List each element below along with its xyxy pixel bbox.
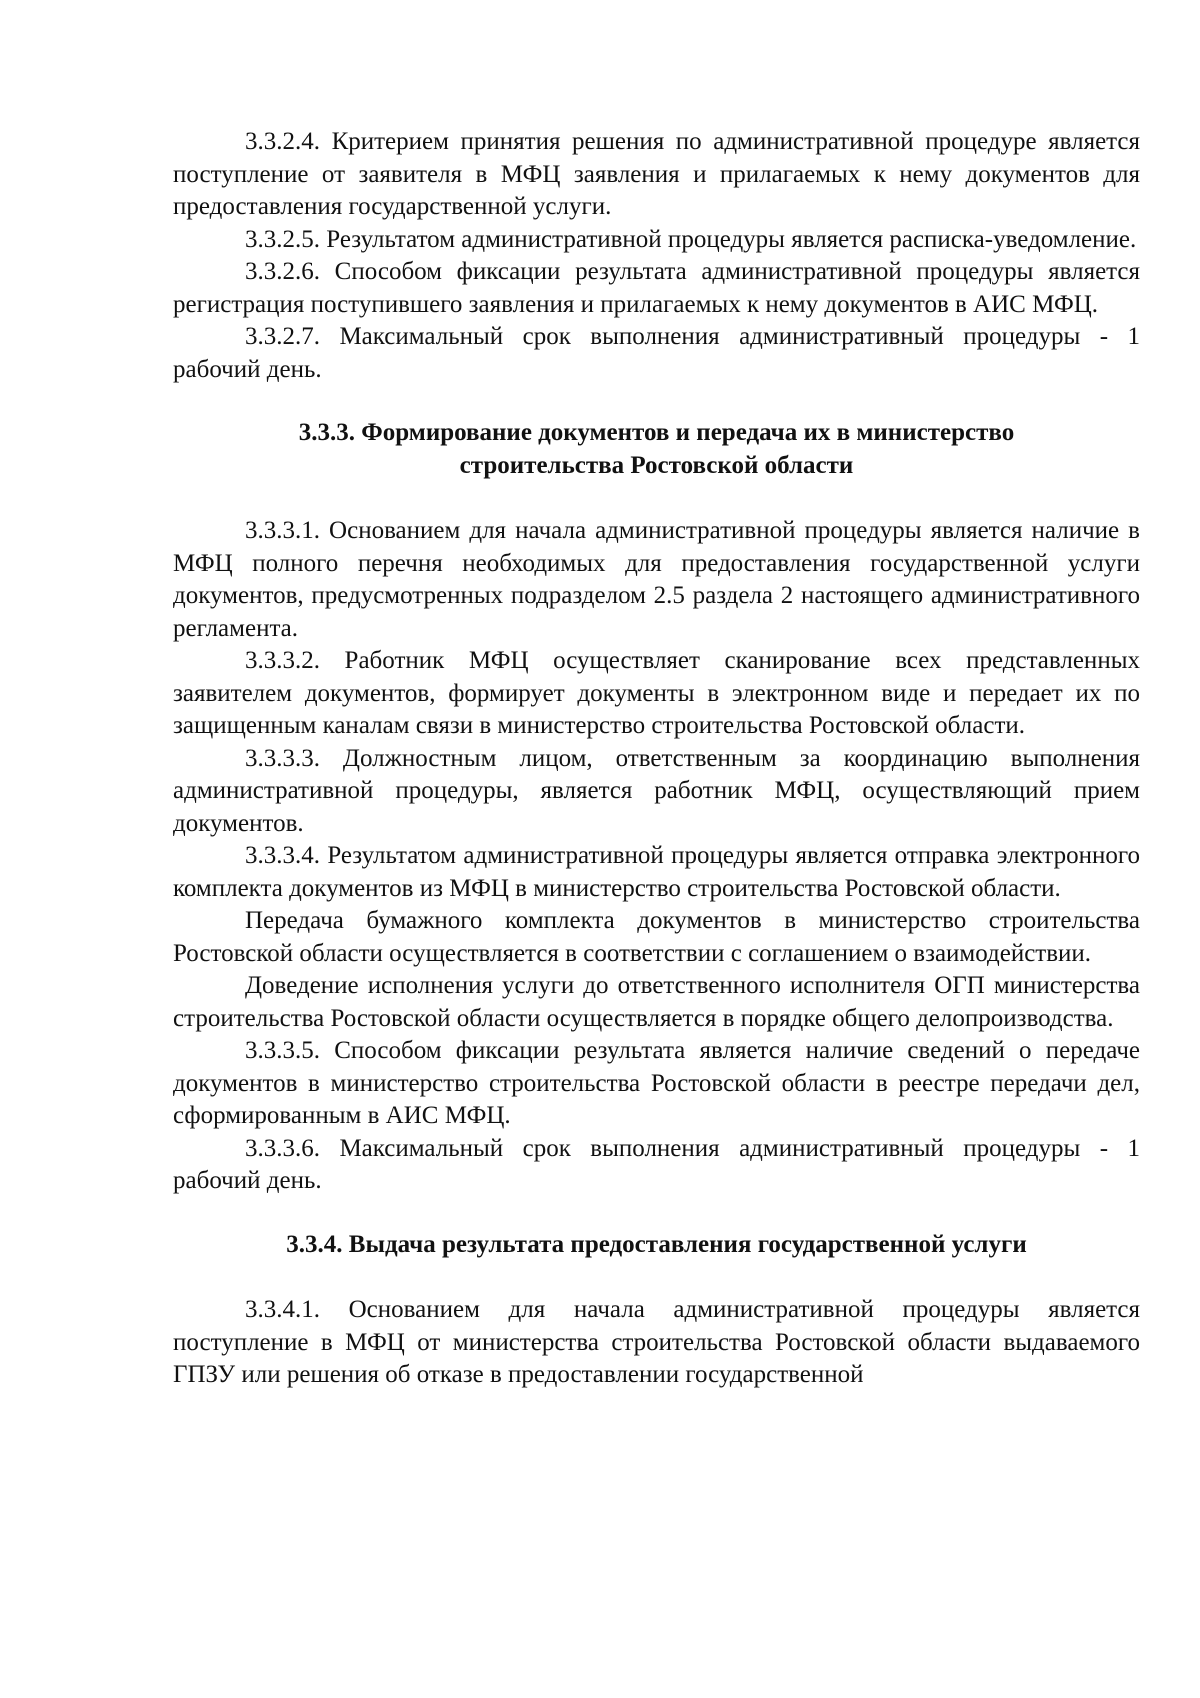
paragraph-3-3-3-5: 3.3.3.5. Способом фиксации результата является наличие сведений о передаче документов в министерство строительства Ростовской области в реестре передачи дел, сформированным в АИС МФЦ. [173,1037,1140,1129]
paragraph-3-3-4-1: 3.3.4.1. Основанием для начала административной процедуры является поступление в МФЦ от министерства строительства Ростовской области выдаваемого ГПЗУ или решения об отказе в предоставлении государственной [173,1296,1140,1388]
paragraph-paper-transfer: Передача бумажного комплекта документов в министерство строительства Ростовской области осуществляется в соответствии с соглашением о взаимодействии. [173,907,1140,967]
paragraph-3-3-3-6: 3.3.3.6. Максимальный срок выполнения административный процедуры - 1 рабочий день. [173,1134,1140,1194]
paragraph-3-3-2-7: 3.3.2.7. Максимальный срок выполнения административный процедуры - 1 рабочий день. [173,323,1140,383]
paragraph-3-3-2-4: 3.3.2.4. Критерием принятия решения по административной процедуре является поступление от заявителя в МФЦ заявления и прилагаемых к нему документов для предоставления государственной услуги. [173,128,1140,220]
section-3-3-4-body [173,1294,1140,1392]
paragraph-3-3-3-4: 3.3.3.4. Результатом административной процедуры является отправка электронного комплекта документов из МФЦ в министерство строительства Ростовской области. [173,842,1140,902]
paragraph-3-3-2-6: 3.3.2.6. Способом фиксации результата административной процедуры является регистрация поступившего заявления и прилагаемых к нему документов в АИС МФЦ. [173,258,1140,318]
section-3-3-3-body [173,515,1140,1198]
paragraph-3-3-3-3: 3.3.3.3. Должностным лицом, ответственным за координацию выполнения административной процедуры, является работник МФЦ, осуществляющий прием документов. [173,744,1140,837]
document-page [173,126,1140,1392]
heading-3-3-4: 3.3.4. Выдача результата предоставления государственной услуги [286,1230,1027,1258]
heading-3-3-3-line-1: 3.3.3. Формирование документов и передача их в министерство [298,419,1015,446]
paragraph-delivery-to-executor: Доведение исполнения услуги до ответственного исполнителя ОГП министерства строительства Ростовской области осуществляется в порядке общего делопроизводства. [173,972,1140,1032]
paragraph-3-3-2-5: 3.3.2.5. Результатом административной процедуры является расписка-уведомление. [245,225,1137,253]
heading-3-3-3 [173,417,1140,482]
heading-3-3-3-line-2: строительства Ростовской области [459,451,854,479]
paragraph-3-3-3-2: 3.3.3.2. Работник МФЦ осуществляет сканирование всех представленных заявителем документов, формирует документы в электронном виде и передает их по защищенным каналам связи в министерство строительства Ростовской области. [173,647,1140,739]
paragraph-3-3-3-1: 3.3.3.1. Основанием для начала административной процедуры является наличие в МФЦ полного перечня необходимых для предоставления государственной услуги документов, предусмотренных подразделом 2.5 раздела 2 настоящего административного регламента. [173,517,1140,642]
